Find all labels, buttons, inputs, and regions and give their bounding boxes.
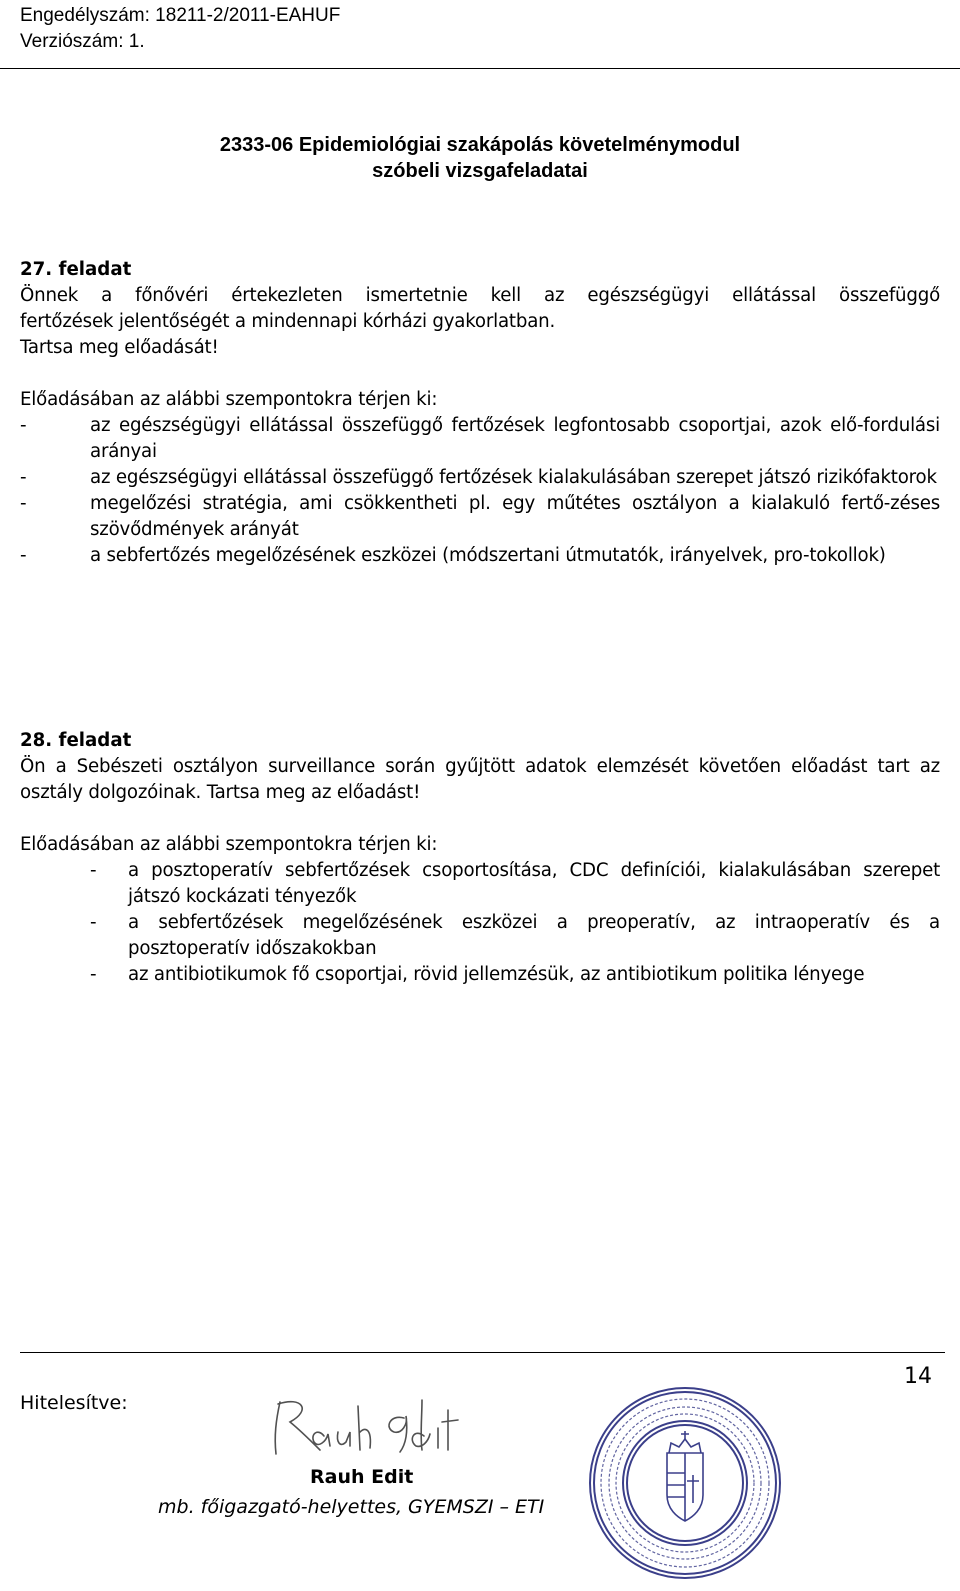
official-seal — [585, 1383, 785, 1583]
list-item: - az egészségügyi ellátással összefüggő fertőzések kialakulásában szerepet játszó rizikófaktorok — [20, 467, 937, 488]
list-item: - az egészségügyi ellátással összefüggő fertőzések legfontosabb csoportjai, azok elő-fordulási arányai — [20, 415, 940, 462]
task28-list — [20, 858, 940, 988]
task28-heading: 28. feladat — [20, 730, 132, 751]
version-number: Verziószám: 1. — [20, 31, 145, 52]
task27-heading: 27. feladat — [20, 259, 132, 280]
list-item: - az antibiotikumok fő csoportjai, rövid jellemzésük, az antibiotikum politika lényege — [90, 964, 865, 985]
task27-intro — [20, 283, 940, 361]
license-number: Engedélyszám: 18211-2/2011-EAHUF — [20, 5, 341, 26]
footer-divider — [20, 1352, 945, 1353]
task28-intro: Ön a Sebészeti osztályon surveillance során gyűjtött adatok elemzését követően előadást tart az osztály dolgozóinak. Tartsa meg az előadást! — [20, 756, 940, 803]
list-item: - a sebfertőzés megelőzésének eszközei (módszertani útmutatók, irányelvek, pro-tokollok) — [20, 545, 886, 566]
task28-lead: Előadásában az alábbi szempontokra térjen ki: — [20, 834, 438, 855]
signer-name: Rauh Edit — [310, 1466, 414, 1488]
page-number: 14 — [904, 1364, 932, 1389]
list-item: - a posztoperatív sebfertőzések csoportosítása, CDC definíciói, kialakulásában szerepet játszó kockázati tényezők — [90, 860, 940, 907]
task27-list — [20, 413, 940, 569]
task27-intro-line2: fertőzések jelentőségét a mindennapi kórházi gyakorlatban. — [20, 311, 556, 332]
header-divider — [0, 68, 960, 69]
list-item: - megelőzési stratégia, ami csökkentheti pl. egy műtétes osztályon a kialakuló fertő-zéses szövődmények arányát — [20, 493, 940, 540]
task27-intro-line1: Önnek a főnővéri értekezleten ismertetnie kell az egészségügyi ellátással összefüggő — [20, 285, 940, 306]
module-title-line2: szóbeli vizsgafeladatai — [372, 160, 588, 182]
task27-intro-line3: Tartsa meg előadását! — [20, 337, 219, 358]
signer-role: mb. főigazgató-helyettes, GYEMSZI – ETI — [158, 1496, 545, 1518]
task27-lead: Előadásában az alábbi szempontokra térjen ki: — [20, 389, 438, 410]
module-title-line1: 2333-06 Epidemiológiai szakápolás követelménymodul — [219, 134, 741, 156]
list-item: - a sebfertőzések megelőzésének eszközei a preoperatív, az intraoperatív és a posztoperatív időszakokban — [90, 912, 940, 959]
certified-label: Hitelesítve: — [20, 1392, 128, 1414]
handwritten-signature — [262, 1392, 482, 1462]
